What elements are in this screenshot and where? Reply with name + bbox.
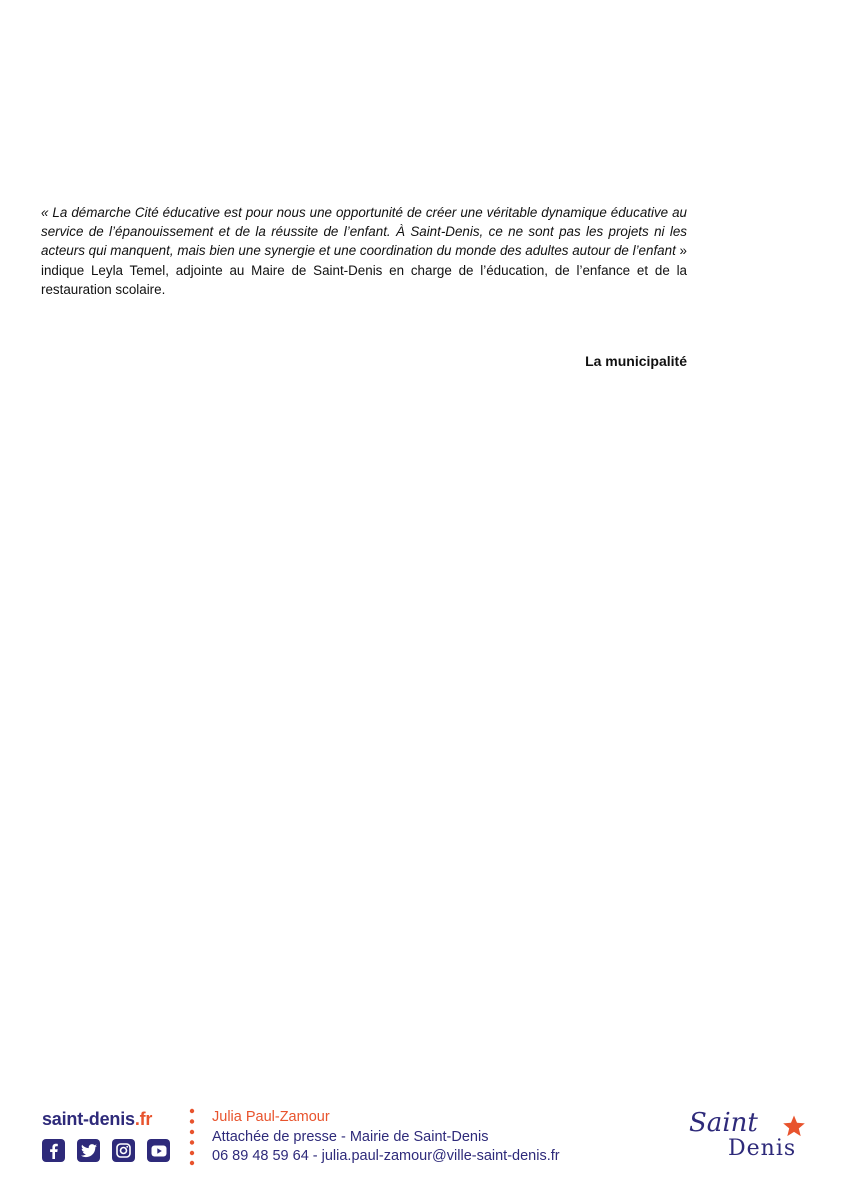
dotted-divider — [188, 1108, 196, 1166]
instagram-icon[interactable] — [112, 1139, 135, 1162]
signature: La municipalité — [585, 353, 687, 369]
twitter-icon[interactable] — [77, 1139, 100, 1162]
contact-name: Julia Paul-Zamour — [212, 1109, 330, 1125]
logo-saint-text: Saint — [689, 1108, 758, 1138]
youtube-icon[interactable] — [147, 1139, 170, 1162]
facebook-icon[interactable] — [42, 1139, 65, 1162]
press-contact — [212, 1108, 560, 1167]
website-tld: .fr — [134, 1109, 153, 1129]
footer-website[interactable] — [42, 1109, 152, 1130]
quote-attribution-text: » indique Leyla Temel, adjointe au Maire de Saint-Denis en charge de l’éducation, de l’enfance et de la restauration scolaire. — [41, 243, 687, 297]
saint-denis-logo — [688, 1108, 818, 1168]
social-icons — [42, 1139, 170, 1162]
logo-denis-text: Denis — [728, 1136, 797, 1161]
star-icon — [782, 1114, 806, 1138]
contact-role: Attachée de presse - Mairie de Saint-Denis — [212, 1128, 489, 1145]
website-name: saint-denis — [42, 1109, 135, 1129]
contact-details[interactable]: 06 89 48 59 64 - julia.paul-zamour@ville-saint-denis.fr — [212, 1148, 560, 1164]
quote-italic-text: « La démarche Cité éducative est pour nous une opportunité de créer une véritable dynamique éducative au service de l’épanouissement et de la réussite de l’enfant. À Saint-Denis, ce ne sont pas les projets ni les acteurs qui manquent, mais bien une synergie et une coordination du monde des adultes autour de l’enfant — [41, 205, 687, 259]
quote-paragraph — [41, 203, 687, 299]
